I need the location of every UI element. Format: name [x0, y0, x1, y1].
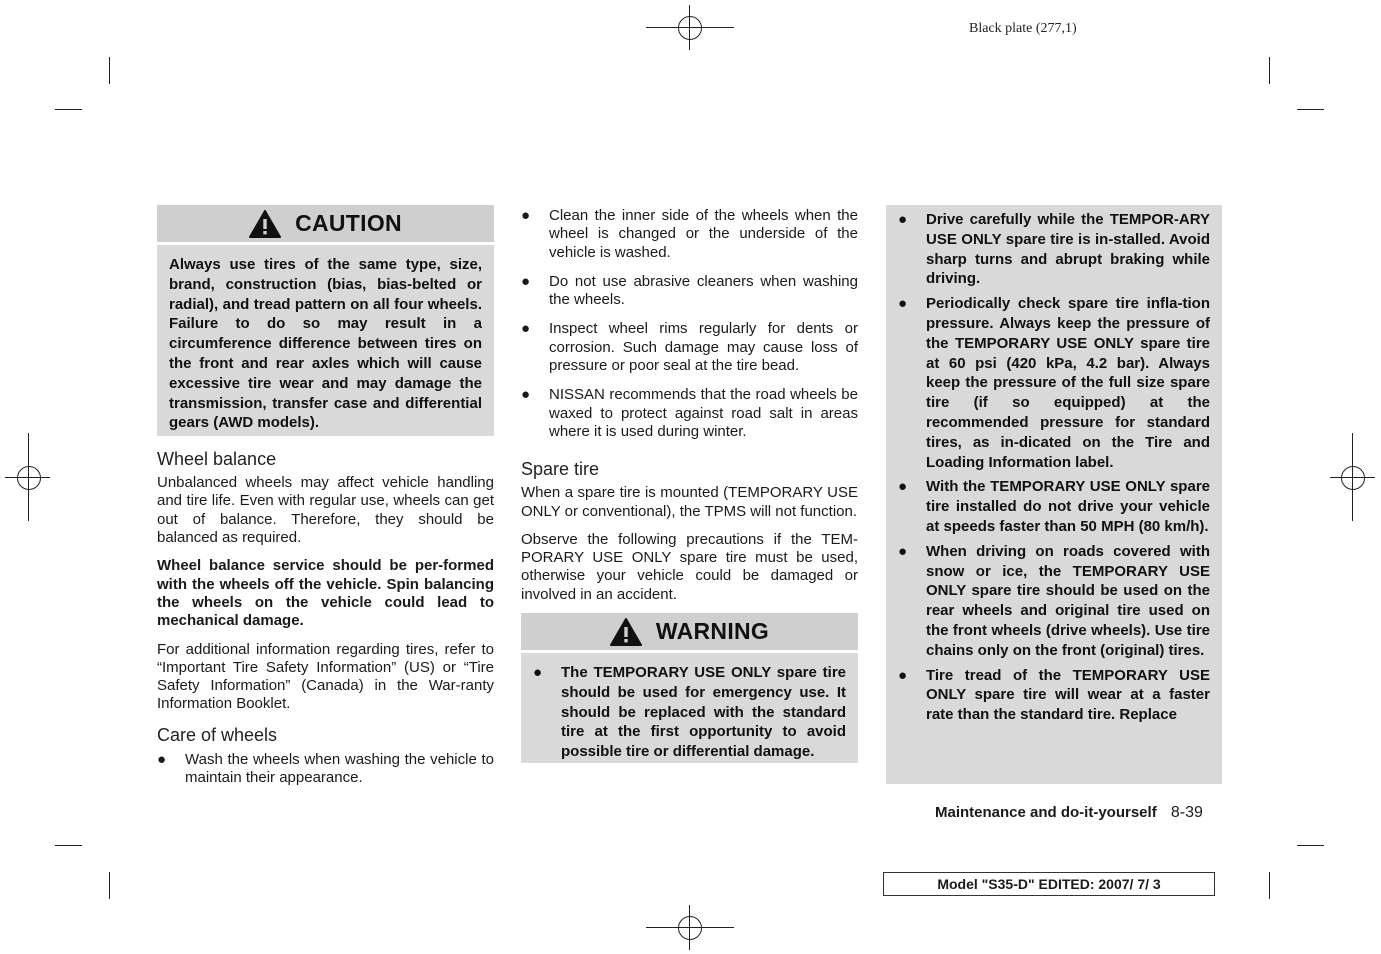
warning-item: [886, 477, 1210, 536]
warning-item: [886, 294, 1210, 472]
warning-item-text: When driving on roads covered with snow or ice, the TEMPORARY USE ONLY spare tire should be used on the rear wheels and original tire used on the front wheels (drive wheels). Use tire chains only on the front (original) tires.: [926, 542, 1210, 659]
care-item-text: Clean the inner side of the wheels when the wheel is changed or the underside of the vehicle is washed.: [549, 207, 858, 261]
page-number: 8-39: [1170, 804, 1203, 821]
spare-p2: Observe the following precautions if the TEM-PORARY USE ONLY spare tire must be used, otherwise your vehicle could be damaged or involved in an accident.: [521, 530, 858, 603]
warning-box: [521, 613, 858, 763]
warning-item: [886, 666, 1210, 725]
warning-continued: [886, 205, 1222, 784]
bullet-icon: ●: [521, 320, 531, 338]
spare-heading: Spare tire: [521, 459, 600, 480]
wheel-balance-heading: Wheel balance: [157, 449, 277, 470]
care-item: [521, 273, 858, 310]
bullet-icon: ●: [521, 207, 531, 224]
warning-item-text: The TEMPORARY USE ONLY spare tire should be used for emergency use. It should be replaced with the standard tire at the first opportunity to avoid possible tire or differential damage.: [561, 664, 846, 761]
bullet-icon: ●: [157, 750, 167, 768]
care-item: [521, 386, 858, 441]
warning-triangle-icon: [610, 618, 642, 646]
bullet-icon: ●: [898, 542, 908, 560]
warning-item: [521, 663, 846, 762]
warning-item: [886, 210, 1210, 289]
page-footer: [935, 804, 1203, 822]
warning-item-text: Periodically check spare tire infla-tion pressure. Always keep the pressure of the TEMPORARY USE ONLY spare tire at 60 psi (420 kPa, 4.2 bar). Always keep the pressure of the full size spare tire (if so equipped) at the recommended pressure for standard tires, as in-dicated on the Tire and Loading Information label.: [926, 295, 1210, 471]
caution-title: CAUTION: [295, 210, 402, 236]
wheel-balance-p3: For additional information regarding tires, refer to “Important Tire Safety Information” (US) or “Tire Safety Information” (Canada) in the War-ranty Information Booklet.: [157, 640, 494, 713]
care-item: [521, 207, 858, 262]
bullet-icon: ●: [898, 295, 908, 313]
care-item: [521, 320, 858, 375]
warning-item: [886, 542, 1210, 661]
footer-section: Maintenance and do-it-yourself: [935, 804, 1157, 821]
care-item-text: NISSAN recommends that the road wheels be waxed to protect against road salt in areas where it is used during winter.: [549, 386, 858, 440]
column-left: [157, 205, 494, 787]
column-middle: [521, 207, 858, 763]
bullet-icon: ●: [898, 478, 908, 496]
bullet-icon: ●: [533, 664, 543, 682]
warning-item-text: Drive carefully while the TEMPOR-ARY USE ONLY spare tire is in-stalled. Avoid sharp turns and abrupt braking while driving.: [926, 211, 1210, 288]
care-item-text: Do not use abrasive cleaners when washing the wheels.: [549, 272, 858, 309]
warning-item-text: Tire tread of the TEMPORARY USE ONLY spare tire will wear at a faster rate than the standard tire. Replace: [926, 666, 1210, 724]
bullet-icon: ●: [898, 666, 908, 684]
care-heading: Care of wheels: [157, 724, 278, 745]
care-item-text: Inspect wheel rims regularly for dents or corrosion. Such damage may cause loss of pressure or poor seal at the tire bead.: [549, 320, 858, 375]
bullet-icon: ●: [521, 272, 531, 290]
warning-triangle-icon: [249, 210, 281, 238]
warning-body: [521, 653, 858, 763]
caution-box: [157, 205, 494, 436]
bullet-icon: ●: [898, 211, 908, 228]
caution-text: Always use tires of the same type, size, brand, construction (bias, bias-belted or radial), and tread pattern on all four wheels. Failure to do so may result in a circumference difference between tires on the front and rear axles which will cause excessive tire wear and may damage the transmission, transfer case and differential gears (AWD models).: [169, 256, 482, 432]
wheel-balance-p2: Wheel balance service should be per-formed with the wheels off the vehicle. Spin balancing the wheels on the vehicle could lead to mechanical damage.: [157, 557, 494, 630]
warning-title: WARNING: [655, 618, 770, 645]
care-item-text: Wash the wheels when washing the vehicle to maintain their appearance.: [185, 750, 494, 787]
caution-body: [157, 245, 494, 436]
bullet-icon: ●: [521, 386, 531, 404]
spare-p1: When a spare tire is mounted (TEMPORARY USE ONLY or conventional), the TPMS will not function.: [521, 484, 858, 520]
wheel-balance-p1: Unbalanced wheels may affect vehicle handling and tire life. Even with regular use, wheels can get out of balance. Therefore, they should be balanced as required.: [157, 474, 494, 547]
warning-item-text: With the TEMPORARY USE ONLY spare tire installed do not drive your vehicle at speeds faster than 50 MPH (80 km/h).: [926, 478, 1210, 535]
care-item: [157, 751, 494, 788]
column-right: [886, 205, 1222, 784]
caution-header: [157, 205, 494, 242]
plate-label: Black plate (277,1): [969, 21, 1077, 36]
warning-header: [521, 613, 858, 650]
model-edited-box: Model "S35-D" EDITED: 2007/ 7/ 3: [883, 872, 1215, 896]
